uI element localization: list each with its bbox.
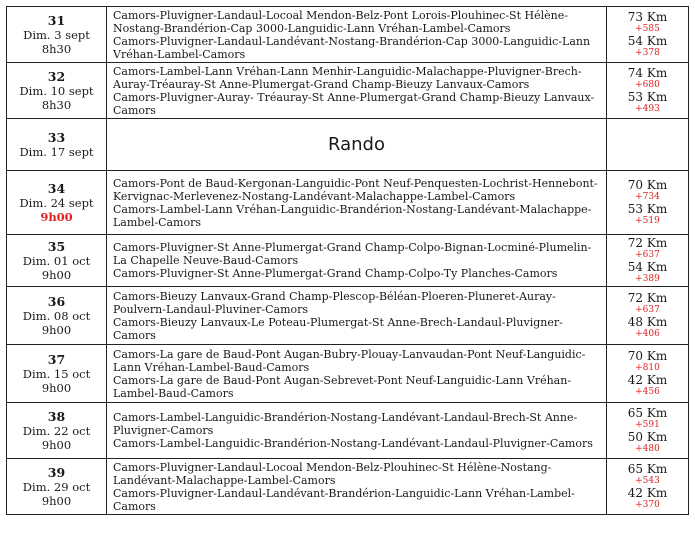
- schedule-body: [7, 7, 689, 515]
- start-time: 9h00: [40, 209, 73, 224]
- route-short: Camors-Pluvigner-Landaul-Landévant-Brandérion-Languidic-Lann Vréhan-Lambel-Camors: [113, 486, 575, 513]
- distance-km: 73 Km: [627, 9, 668, 24]
- routes-cell: [107, 63, 607, 119]
- elevation-gain: +456: [635, 386, 660, 397]
- route-short: Camors-Pluvigner-Landaul-Landévant-Nostang-Brandérion-Cap 3000-Languidic-Lann Vréhan-Lambel-Camors: [113, 34, 591, 61]
- distance-cell: [607, 7, 689, 63]
- elevation-gain: +370: [635, 499, 660, 510]
- distance-cell: [607, 345, 689, 403]
- week-cell: [7, 63, 107, 119]
- start-time: 9h00: [41, 493, 72, 508]
- ride-date: Dim. 01 oct: [22, 253, 91, 268]
- route-long: Camors-Pluvigner-Landaul-Locoal Mendon-Belz-Plouhinec-St Hélène-Nostang-Landévant-Malachappe-Lambel-Camors: [113, 460, 552, 487]
- distance-km: 53 Km: [627, 89, 668, 104]
- week-cell: [7, 7, 107, 63]
- routes-cell: [107, 345, 607, 403]
- week-cell: [7, 403, 107, 459]
- route-long: Camors-Lambel-Languidic-Brandérion-Nostang-Landévant-Landaul-Brech-St Anne-Pluvigner-Camors: [113, 411, 578, 437]
- ride-date: Dim. 08 oct: [22, 308, 91, 323]
- route-long: Camors-Pluvigner-St Anne-Plumergat-Grand Champ-Colpo-Bignan-Locminé-Plumelin-La Chapelle Neuve-Baud-Camors: [113, 241, 592, 267]
- distance-km: 65 Km: [627, 405, 668, 420]
- distance-km: 48 Km: [627, 314, 668, 329]
- ride-date: Dim. 10 sept: [19, 83, 94, 98]
- distance-km: 65 Km: [627, 461, 668, 476]
- distance-cell: [607, 235, 689, 287]
- week-cell: [7, 459, 107, 515]
- start-time: 9h00: [41, 437, 72, 452]
- elevation-gain: +480: [635, 443, 660, 454]
- week-row: [7, 403, 689, 459]
- distance-km: 72 Km: [627, 235, 668, 250]
- week-number: 31: [47, 12, 66, 28]
- distance-km: 42 Km: [627, 372, 668, 387]
- route-short: Camors-Lambel-Languidic-Brandérion-Nostang-Landévant-Landaul-Pluvigner-Camors: [113, 437, 593, 450]
- distance-cell: [607, 63, 689, 119]
- week-number: 36: [47, 293, 66, 309]
- ride-date: Dim. 29 oct: [22, 479, 91, 494]
- week-number: 33: [47, 129, 66, 145]
- route-short: Camors-La gare de Baud-Pont Augan-Sebrevet-Pont Neuf-Languidic-Lann Vréhan-Lambel-Baud-Camors: [113, 373, 572, 400]
- week-cell: [7, 171, 107, 235]
- week-number: 37: [47, 351, 66, 367]
- distance-km: 72 Km: [627, 290, 668, 305]
- elevation-gain: +810: [635, 362, 660, 373]
- elevation-gain: +591: [635, 419, 660, 430]
- elevation-gain: +637: [635, 249, 660, 260]
- week-cell: [7, 287, 107, 345]
- elevation-gain: +519: [635, 215, 660, 226]
- route-long: Camors-Bieuzy Lanvaux-Grand Champ-Plescop-Béléan-Ploeren-Pluneret-Auray-Poulvern-Landaul-Pluviner-Camors: [113, 289, 556, 316]
- week-row: [7, 287, 689, 345]
- route-long: Camors-Pluvigner-Landaul-Locoal Mendon-Belz-Pont Lorois-Plouhinec-St Hélène-Nostang-Brandérion-Cap 3000-Languidic-Lann Vréhan-Lambel-Camors: [113, 8, 568, 35]
- routes-cell: [107, 171, 607, 235]
- routes-cell: [107, 235, 607, 287]
- week-row: [7, 7, 689, 63]
- distance-cell: [607, 459, 689, 515]
- week-row: [7, 459, 689, 515]
- start-time: 9h00: [41, 267, 72, 282]
- week-row: [7, 63, 689, 119]
- distance-km: 70 Km: [627, 348, 668, 363]
- week-number: 34: [47, 180, 66, 196]
- ride-date: Dim. 22 oct: [22, 423, 91, 438]
- elevation-gain: +734: [635, 191, 660, 202]
- start-time: 9h00: [41, 322, 72, 337]
- route-short: Camors-Pluvigner-Auray- Tréauray-St Anne-Plumergat-Grand Champ-Bieuzy Lanvaux-Camors: [113, 90, 595, 117]
- routes-cell: [107, 403, 607, 459]
- distance-km: 70 Km: [627, 177, 668, 192]
- start-time: 8h30: [41, 41, 72, 56]
- start-time: 9h00: [41, 380, 72, 395]
- elevation-gain: +378: [635, 47, 660, 58]
- week-cell: [7, 235, 107, 287]
- distance-cell: [607, 287, 689, 345]
- distance-cell: [607, 403, 689, 459]
- routes-cell: [107, 7, 607, 63]
- elevation-gain: +680: [635, 79, 660, 90]
- ride-date: Dim. 3 sept: [23, 27, 90, 42]
- week-row: [7, 171, 689, 235]
- ride-date: Dim. 15 oct: [22, 366, 91, 381]
- week-row: [7, 119, 689, 171]
- elevation-gain: +585: [635, 23, 660, 34]
- week-cell: [7, 119, 107, 171]
- ride-date: Dim. 17 sept: [19, 144, 94, 159]
- ride-date: Dim. 24 sept: [19, 195, 94, 210]
- route-long: Camors-Pont de Baud-Kergonan-Languidic-Pont Neuf-Penquesten-Lochrist-Hennebont-Kervignac-Merlevenez-Nostang-Landévant-Malachappe-Lambel-Camors: [113, 176, 598, 203]
- week-number: 38: [47, 408, 66, 424]
- distance-cell: [607, 171, 689, 235]
- routes-cell: [107, 459, 607, 515]
- elevation-gain: +493: [635, 103, 660, 114]
- week-row: [7, 345, 689, 403]
- week-number: 35: [47, 238, 66, 254]
- distance-km: 54 Km: [627, 33, 668, 48]
- start-time: 8h30: [41, 97, 72, 112]
- schedule-table: [6, 6, 689, 515]
- week-row: [7, 235, 689, 287]
- week-cell: [7, 345, 107, 403]
- week-number: 39: [47, 464, 66, 480]
- distance-km: 54 Km: [627, 259, 668, 274]
- elevation-gain: +406: [635, 328, 660, 339]
- route-short: Camors-Lambel-Lann Vréhan-Languidic-Brandérion-Nostang-Landévant-Malachappe-Lambel-Camors: [113, 202, 592, 229]
- elevation-gain: +389: [635, 273, 660, 284]
- distance-km: 74 Km: [627, 65, 668, 80]
- elevation-gain: +637: [635, 304, 660, 315]
- distance-km: 42 Km: [627, 485, 668, 500]
- week-number: 32: [47, 68, 66, 84]
- route-long: Camors-La gare de Baud-Pont Augan-Bubry-Plouay-Lanvaudan-Pont Neuf-Languidic-Lann Vréhan-Lambel-Baud-Camors: [113, 347, 586, 374]
- distance-km: 53 Km: [627, 201, 668, 216]
- elevation-gain: +543: [635, 475, 660, 486]
- route-short: Camors-Bieuzy Lanvaux-Le Poteau-Plumergat-St Anne-Brech-Landaul-Pluvigner-Camors: [113, 315, 563, 342]
- rando-label: Rando: [107, 119, 607, 171]
- routes-cell: [107, 287, 607, 345]
- distance-cell-empty: [607, 119, 689, 171]
- distance-km: 50 Km: [627, 429, 668, 444]
- route-short: Camors-Pluvigner-St Anne-Plumergat-Grand Champ-Colpo-Ty Planches-Camors: [113, 267, 558, 280]
- route-long: Camors-Lambel-Lann Vréhan-Lann Menhir-Languidic-Malachappe-Pluvigner-Brech-Auray-Tréauray-St Anne-Plumergat-Grand Champ-Bieuzy Lanvaux-Camors: [113, 64, 582, 91]
